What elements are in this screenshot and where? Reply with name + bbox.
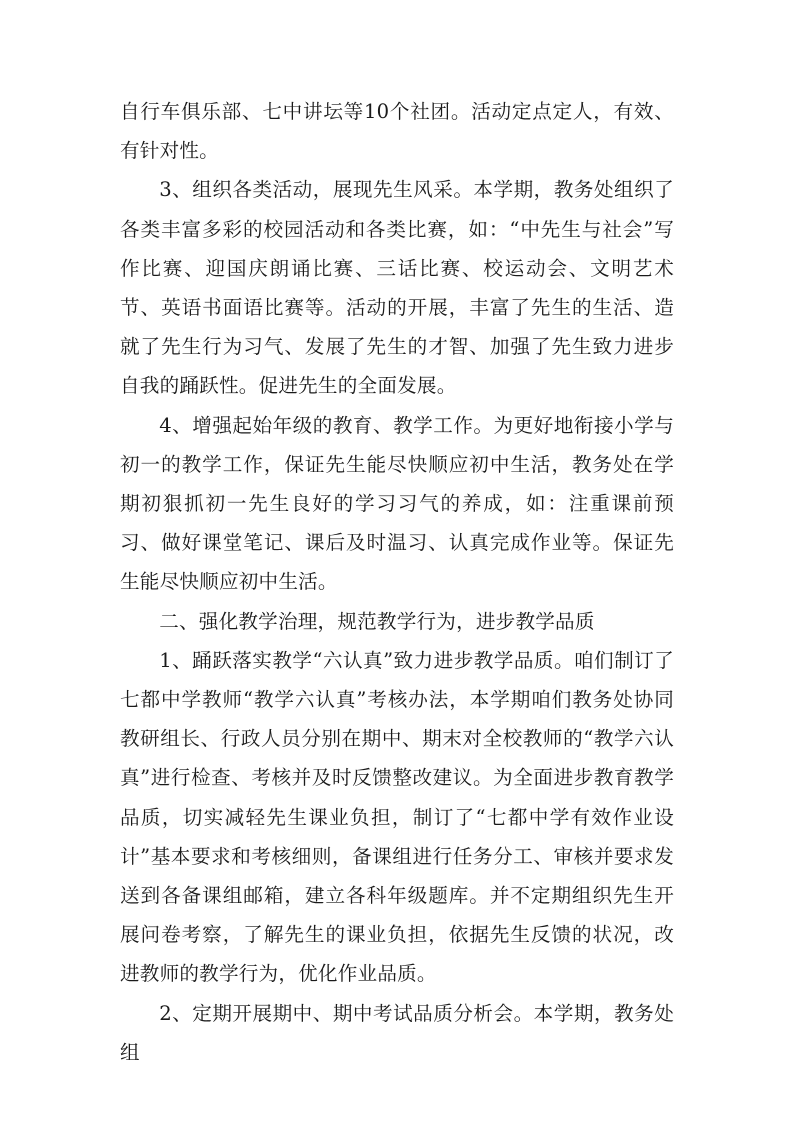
section-heading: 二、强化教学治理，规范教学行为，进步教学品质 — [159, 609, 595, 633]
paragraph-4: 1、踊跃落实教学“六认真”致力进步教学品质。咱们制订了七都中学教师“教学六认真”考核办法，本学期咱们教务处协同教研组长、行政人员分别在期中、期末对全校教师的“教学六认真”进行检查、考核并及时反馈整改建议。为全面进步教育教学品质，切实减轻先生课业负担，制订了“七都中学有效作业设计”基本要求和考核细则，备课组进行任务分工、审核并要求发送到各备课组邮箱，建立各科年级题库。并不定期组织先生开展问卷考察，了解先生的课业负担，依据先生反馈的状况，改进教师的教学行为，优化作业品质。 — [120, 648, 674, 986]
paragraph-3: 4、增强起始年级的教育、教学工作。为更好地衔接小学与初一的教学工作，保证先生能尽快顺应初中生活，教务处在学期初狠抓初一先生良好的学习习气的养成，如：注重课前预习、做好课堂笔记、课后及时温习、认真完成作业等。保证先生能尽快顺应初中生活。 — [120, 413, 674, 594]
paragraph-5: 2、定期开展期中、期中考试品质分析会。本学期，教务处组 — [120, 1001, 674, 1064]
paragraph-1: 自行车俱乐部、七中讲坛等10个社团。活动定点定人，有效、有针对性。 — [120, 100, 674, 163]
paragraph-2: 3、组织各类活动，展现先生风采。本学期，教务处组织了各类丰富多彩的校园活动和各类比赛，如：“中先生与社会”写作比赛、迎国庆朗诵比赛、三话比赛、校运动会、文明艺术节、英语书面语比赛等。活动的开展，丰富了先生的生活、造就了先生行为习气、发展了先生的才智、加强了先生致力进步自我的踊跃性。促进先生的全面发展。 — [120, 178, 674, 398]
